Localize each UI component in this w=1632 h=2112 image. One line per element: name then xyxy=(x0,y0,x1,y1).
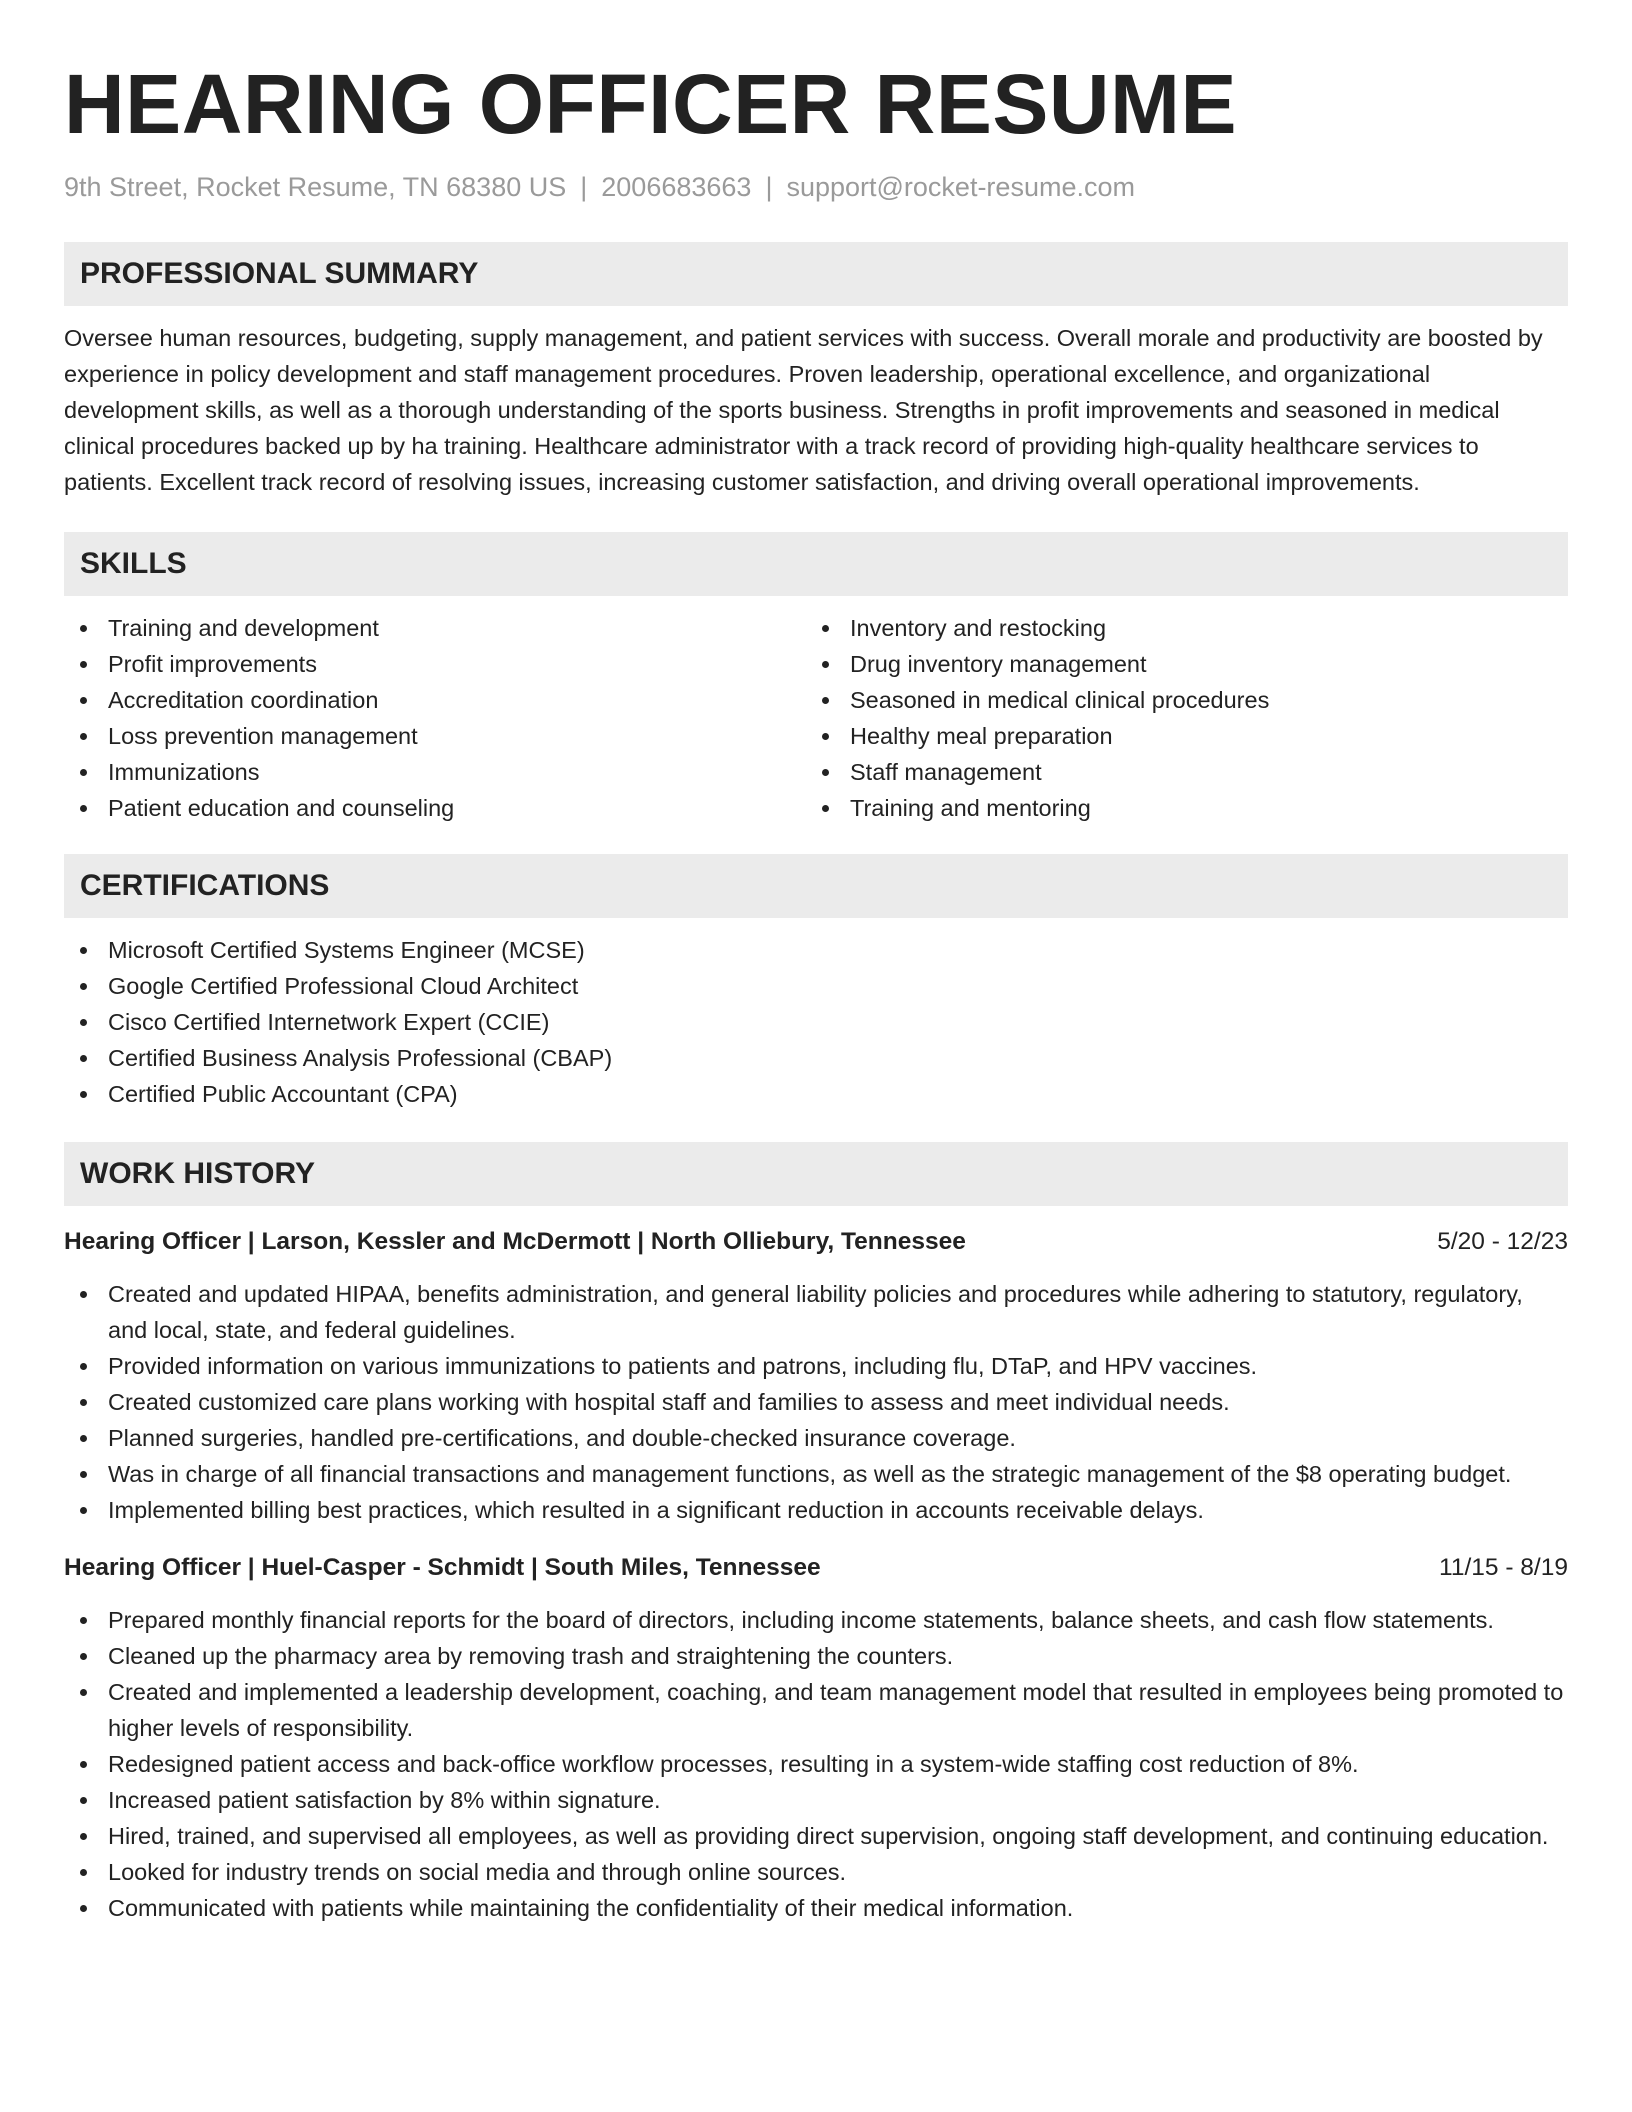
skill-item: Training and mentoring xyxy=(806,790,1548,826)
job-header xyxy=(64,1550,1568,1586)
contact-phone: 2006683663 xyxy=(601,172,752,202)
certification-item: Google Certified Professional Cloud Architect xyxy=(64,968,1568,1004)
job-bullet: Increased patient satisfaction by 8% within signature. xyxy=(64,1782,1568,1818)
resume-title: HEARING OFFICER RESUME xyxy=(64,57,1238,151)
summary-paragraph: Oversee human resources, budgeting, supply management, and patient services with success. Overall morale and productivity are boosted by experience in policy development and staff management procedures. Proven leadership, operational excellence, and organizational development skills, as well as a thorough understanding of the sports business. Strengths in profit improvements and seasoned in medical clinical procedures backed up by ha training. Healthcare administrator with a track record of providing high-quality healthcare services to patients. Excellent track record of resolving issues, increasing customer satisfaction, and driving overall operational improvements. xyxy=(64,325,1543,495)
contact-separator: | xyxy=(765,172,773,202)
skills-column-right xyxy=(806,610,1548,826)
contact-email: support@rocket-resume.com xyxy=(786,172,1135,202)
skills-column-left xyxy=(64,610,806,826)
contact-line xyxy=(64,170,1568,204)
skill-item: Training and development xyxy=(64,610,806,646)
skill-item: Staff management xyxy=(806,754,1548,790)
job-dates: 5/20 - 12/23 xyxy=(1437,1228,1568,1255)
certification-item: Certified Business Analysis Professional (CBAP) xyxy=(64,1040,1568,1076)
skill-item: Patient education and counseling xyxy=(64,790,806,826)
contact-address: 9th Street, Rocket Resume, TN 68380 US xyxy=(64,172,567,202)
job-entry xyxy=(64,1224,1568,1528)
skill-item: Immunizations xyxy=(64,754,806,790)
job-title: Hearing Officer | Larson, Kessler and McDermott | North Olliebury, Tennessee xyxy=(64,1228,966,1255)
certification-item: Certified Public Accountant (CPA) xyxy=(64,1076,1568,1112)
job-bullet: Created and implemented a leadership development, coaching, and team management model that resulted in employees being promoted to higher levels of responsibility. xyxy=(64,1674,1568,1746)
job-bullet: Was in charge of all financial transactions and management functions, as well as the strategic management of the $8 operating budget. xyxy=(64,1456,1568,1492)
skill-item: Inventory and restocking xyxy=(806,610,1548,646)
job-bullet: Implemented billing best practices, which resulted in a significant reduction in accounts receivable delays. xyxy=(64,1492,1568,1528)
job-bullet: Planned surgeries, handled pre-certifications, and double-checked insurance coverage. xyxy=(64,1420,1568,1456)
job-bullet: Created customized care plans working with hospital staff and families to assess and meet individual needs. xyxy=(64,1384,1568,1420)
skill-item: Loss prevention management xyxy=(64,718,806,754)
job-bullet: Prepared monthly financial reports for the board of directors, including income statements, balance sheets, and cash flow statements. xyxy=(64,1602,1568,1638)
skill-item: Healthy meal preparation xyxy=(806,718,1548,754)
job-bullet: Created and updated HIPAA, benefits administration, and general liability policies and procedures while adhering to statutory, regulatory, and local, state, and federal guidelines. xyxy=(64,1276,1568,1348)
certification-list xyxy=(64,932,1568,1112)
job-bullet: Communicated with patients while maintaining the confidentiality of their medical information. xyxy=(64,1890,1568,1926)
job-header xyxy=(64,1224,1568,1260)
job-title: Hearing Officer | Huel-Casper - Schmidt | South Miles, Tennessee xyxy=(64,1554,821,1581)
section-heading-certifications: CERTIFICATIONS xyxy=(64,854,1568,918)
skill-item: Profit improvements xyxy=(64,646,806,682)
job-dates: 11/15 - 8/19 xyxy=(1439,1554,1568,1581)
section-heading-summary: PROFESSIONAL SUMMARY xyxy=(64,242,1568,306)
certification-item: Cisco Certified Internetwork Expert (CCIE) xyxy=(64,1004,1568,1040)
skill-item: Drug inventory management xyxy=(806,646,1548,682)
section-heading-work-history: WORK HISTORY xyxy=(64,1142,1568,1206)
job-entry xyxy=(64,1550,1568,1926)
certification-item: Microsoft Certified Systems Engineer (MCSE) xyxy=(64,932,1568,968)
contact-separator: | xyxy=(580,172,588,202)
skill-item: Seasoned in medical clinical procedures xyxy=(806,682,1548,718)
job-bullet: Provided information on various immunizations to patients and patrons, including flu, DTaP, and HPV vaccines. xyxy=(64,1348,1568,1384)
resume-page xyxy=(64,0,1568,1926)
job-bullet: Hired, trained, and supervised all employees, as well as providing direct supervision, ongoing staff development, and continuing education. xyxy=(64,1818,1568,1854)
skills-grid xyxy=(64,610,1568,826)
job-bullet: Looked for industry trends on social media and through online sources. xyxy=(64,1854,1568,1890)
job-bullet-list xyxy=(64,1276,1568,1528)
job-bullet: Cleaned up the pharmacy area by removing trash and straightening the counters. xyxy=(64,1638,1568,1674)
skill-item: Accreditation coordination xyxy=(64,682,806,718)
job-bullet-list xyxy=(64,1602,1568,1926)
section-heading-skills: SKILLS xyxy=(64,532,1568,596)
job-bullet: Redesigned patient access and back-office workflow processes, resulting in a system-wide staffing cost reduction of 8%. xyxy=(64,1746,1568,1782)
